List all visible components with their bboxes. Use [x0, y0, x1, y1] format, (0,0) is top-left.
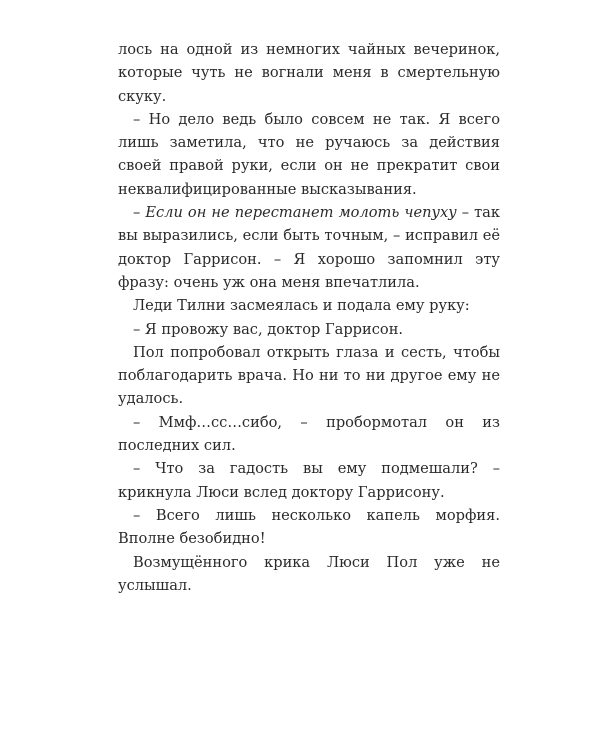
paragraph-6-text: Пол попробовал открыть глаза и сесть, чтобы поблагодарить врача. Но ни то ни другое ему не удалось. [118, 343, 500, 408]
paragraph-4 [118, 294, 500, 317]
paragraph-7-text: – Ммф…сс…сибо, – пробормотал он из последних сил. [118, 413, 500, 455]
paragraph-3-italic-quote: – Если он не перестанет молоть чепуху [133, 204, 457, 222]
paragraph-10 [118, 551, 500, 598]
body-text [118, 38, 500, 597]
paragraph-8 [118, 457, 500, 504]
paragraph-9-text: – Всего лишь несколько капель морфия. Вполне безобидно! [118, 506, 500, 548]
paragraph-4-text: Леди Тилни засмеялась и подала ему руку: [133, 297, 470, 315]
paragraph-7 [118, 411, 500, 458]
paragraph-5-text: – Я провожу вас, доктор Гаррисон. [133, 320, 404, 338]
paragraph-3 [118, 201, 500, 294]
paragraph-1 [118, 38, 500, 108]
paragraph-9 [118, 504, 500, 551]
paragraph-10-text: Возмущённого крика Люси Пол уже не услышал. [118, 553, 500, 594]
paragraph-2 [118, 108, 500, 201]
paragraph-6 [118, 341, 500, 411]
paragraph-3-text: – так вы выразились, если быть точным, – исправил её доктор Гаррисон. – Я хорошо запомнил эту фразу: очень уж она меня впечатлила. [118, 204, 500, 291]
paragraph-1-text: лось на одной из немногих чайных вечеринок, которые чуть не вогнали меня в смертельную скуку. [118, 41, 500, 105]
paragraph-8-text: – Что за гадость вы ему подмешали? – крикнула Люси вслед доктору Гаррисону. [118, 460, 500, 501]
paragraph-5 [118, 318, 500, 341]
paragraph-2-text: – Но дело ведь было совсем не так. Я всего лишь заметила, что не ручаюсь за действия своей правой руки, если он не прекратит свои неквалифицированные высказывания. [118, 110, 500, 198]
